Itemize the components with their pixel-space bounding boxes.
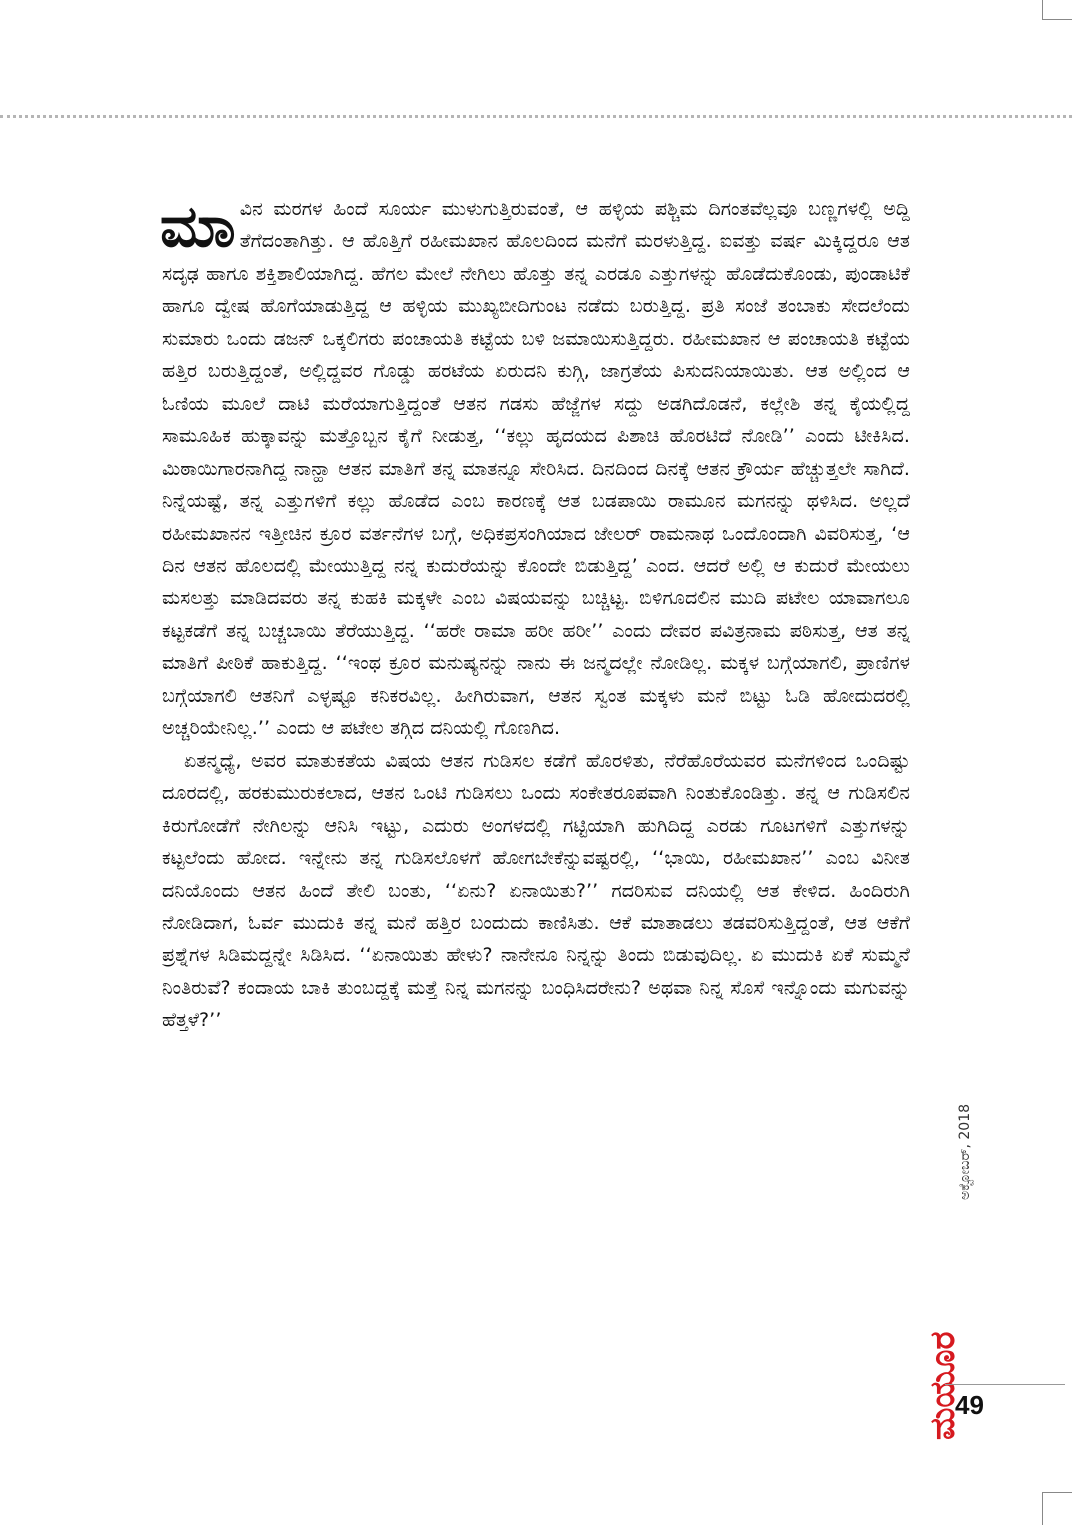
article-paragraph-2: ಏತನ್ಮಧ್ಯೆ, ಅವರ ಮಾತುಕತೆಯ ವಿಷಯ ಆತನ ಗುಡಿಸಲ ಕಡೆಗೆ ಹೊರಳಿತು, ನೆರೆಹೊರೆಯವರ ಮನೆಗಳಿಂದ ಒಂದಿಷ್ಟು ದೂರದಲ್ಲಿ, ಹರಕುಮುರುಕಲಾದ, ಆತನ ಒಂಟಿ ಗುಡಿಸಲು ಒಂದು ಸಂಕೇತರೂಪವಾಗಿ ನಿಂತುಕೊಂಡಿತ್ತು. ತನ್ನ ಆ ಗುಡಿಸಲಿನ ಕಿರುಗೋಡೆಗೆ ನೇಗಿಲನ್ನು ಆನಿಸಿ ಇಟ್ಟು, ಎದುರು ಅಂಗಳದಲ್ಲಿ ಗಟ್ಟಿಯಾಗಿ ಹುಗಿದಿದ್ದ ಎರಡು ಗೂಟಗಳಿಗೆ ಎತ್ತುಗಳನ್ನು ಕಟ್ಟಲೆಂದು ಹೋದ. ಇನ್ನೇನು ತನ್ನ ಗುಡಿಸಲೊಳಗೆ ಹೋಗಬೇಕೆನ್ನುವಷ್ಟರಲ್ಲಿ, ‘‘ಭಾಯಿ, ರಹೀಮಖಾನ’’ ಎಂಬ ವಿನೀತ ದನಿಯೊಂದು ಆತನ ಹಿಂದೆ ತೇಲಿ ಬಂತು, ‘‘ಏನು? ಏನಾಯಿತು?’’ ಗದರಿಸುವ ದನಿಯಲ್ಲಿ ಆತ ಕೇಳಿದ. ಹಿಂದಿರುಗಿ ನೋಡಿದಾಗ, ಓರ್ವ ಮುದುಕಿ ತನ್ನ ಮನೆ ಹತ್ತಿರ ಬಂದುದು ಕಾಣಿಸಿತು. ಆಕೆ ಮಾತಾಡಲು ತಡವರಿಸುತ್ತಿದ್ದಂತೆ, ಆತ ಆಕೆಗೆ ಪ್ರಶ್ನೆಗಳ ಸಿಡಿಮದ್ದನ್ನೇ ಸಿಡಿಸಿದ. ‘‘ಏನಾಯಿತು ಹೇಳು? ನಾನೇನೂ ನಿನ್ನನ್ನು ತಿಂದು ಬಿಡುವುದಿಲ್ಲ. ಏ ಮುದುಕಿ ಏಕೆ ಸುಮ್ಮನೆ ನಿಂತಿರುವೆ? ಕಂದಾಯ ಬಾಕಿ ತುಂಬದ್ದಕ್ಕೆ ಮತ್ತೆ ನಿನ್ನ ಮಗನನ್ನು ಬಂಧಿಸಿದರೇನು? ಅಥವಾ ನಿನ್ನ ಸೊಸೆ ಇನ್ನೊಂದು ಮಗುವನ್ನು ಹೆತ್ತಳೆ?’’	[162, 749, 910, 1032]
crop-mark-top	[1042, 0, 1072, 20]
page-number-rule	[945, 1384, 1065, 1385]
magazine-title: ಮಯೂರ	[923, 1331, 963, 1440]
dotted-divider	[0, 115, 1072, 118]
article-body	[162, 193, 910, 1037]
crop-mark-bottom	[1042, 1492, 1072, 1525]
article-paragraph-1: ವಿನ ಮರಗಳ ಹಿಂದೆ ಸೂರ್ಯ ಮುಳುಗುತ್ತಿರುವಂತೆ, ಆ ಹಳ್ಳಿಯ ಪಶ್ಚಿಮ ದಿಗಂತವೆಲ್ಲವೂ ಬಣ್ಣಗಳಲ್ಲಿ ಅದ್ದಿ ತೆಗೆದಂತಾಗಿತ್ತು. ಆ ಹೊತ್ತಿಗೆ ರಹೀಮಖಾನ ಹೊಲದಿಂದ ಮನೆಗೆ ಮರಳುತ್ತಿದ್ದ. ಐವತ್ತು ವರ್ಷ ಮಿಕ್ಕಿದ್ದರೂ ಆತ ಸದೃಢ ಹಾಗೂ ಶಕ್ತಿಶಾಲಿಯಾಗಿದ್ದ. ಹೆಗಲ ಮೇಲೆ ನೇಗಿಲು ಹೊತ್ತು ತನ್ನ ಎರಡೂ ಎತ್ತುಗಳನ್ನು ಹೊಡೆದುಕೊಂಡು, ಪುಂಡಾಟಿಕೆ ಹಾಗೂ ದ್ವೇಷ ಹೊಗೆಯಾಡುತ್ತಿದ್ದ ಆ ಹಳ್ಳಿಯ ಮುಖ್ಯಬೀದಿಗುಂಟ ನಡೆದು ಬರುತ್ತಿದ್ದ. ಪ್ರತಿ ಸಂಜೆ ತಂಬಾಕು ಸೇದಲೆಂದು ಸುಮಾರು ಒಂದು ಡಜನ್ ಒಕ್ಕಲಿಗರು ಪಂಚಾಯತಿ ಕಟ್ಟೆಯ ಬಳಿ ಜಮಾಯಿಸುತ್ತಿದ್ದರು. ರಹೀಮಖಾನ ಆ ಪಂಚಾಯತಿ ಕಟ್ಟೆಯ ಹತ್ತಿರ ಬರುತ್ತಿದ್ದಂತೆ, ಅಲ್ಲಿದ್ದವರ ಗೊಡ್ಡು ಹರಟೆಯ ಏರುದನಿ ಕುಗ್ಗಿ, ಜಾಗ್ರತೆಯ ಪಿಸುದನಿಯಾಯಿತು. ಆತ ಅಲ್ಲಿಂದ ಆ ಓಣಿಯ ಮೂಲೆ ದಾಟಿ ಮರೆಯಾಗುತ್ತಿದ್ದಂತೆ ಆತನ ಗಡಸು ಹೆಜ್ಜೆಗಳ ಸದ್ದು ಅಡಗಿದೊಡನೆ, ಕಲ್ಲೇಶಿ ತನ್ನ ಕೈಯಲ್ಲಿದ್ದ ಸಾಮೂಹಿಕ ಹುಕ್ಕಾವನ್ನು ಮತ್ತೊಬ್ಬನ ಕೈಗೆ ನೀಡುತ್ತ, ‘‘ಕಲ್ಲು ಹೃದಯದ ಪಿಶಾಚಿ ಹೊರಟಿದೆ ನೋಡಿ’’ ಎಂದು ಟೀಕಿಸಿದ. ಮಿಠಾಯಿಗಾರನಾಗಿದ್ದ ನಾನ್ಹಾ ಆತನ ಮಾತಿಗೆ ತನ್ನ ಮಾತನ್ನೂ ಸೇರಿಸಿದ. ದಿನದಿಂದ ದಿನಕ್ಕೆ ಆತನ ಕ್ರೌರ್ಯ ಹೆಚ್ಚುತ್ತಲೇ ಸಾಗಿದೆ. ನಿನ್ನೆಯಷ್ಟೆ, ತನ್ನ ಎತ್ತುಗಳಿಗೆ ಕಲ್ಲು ಹೊಡೆದ ಎಂಬ ಕಾರಣಕ್ಕೆ ಆತ ಬಡಪಾಯಿ ರಾಮೂನ ಮಗನನ್ನು ಥಳಿಸಿದ. ಅಲ್ಲದೆ ರಹೀಮಖಾನನ ಇತ್ತೀಚಿನ ಕ್ರೂರ ವರ್ತನೆಗಳ ಬಗ್ಗೆ, ಅಧಿಕಪ್ರಸಂಗಿಯಾದ ಜೇಲರ್ ರಾಮನಾಥ ಒಂದೊಂದಾಗಿ ವಿವರಿಸುತ್ತ, ‘ಆ ದಿನ ಆತನ ಹೊಲದಲ್ಲಿ ಮೇಯುತ್ತಿದ್ದ ನನ್ನ ಕುದುರೆಯನ್ನು ಕೊಂದೇ ಬಿಡುತ್ತಿದ್ದ’ ಎಂದ. ಆದರೆ ಅಲ್ಲಿ ಆ ಕುದುರೆ ಮೇಯಲು ಮಸಲತ್ತು ಮಾಡಿದವರು ತನ್ನ ಕುಹಕಿ ಮಕ್ಕಳೇ ಎಂಬ ವಿಷಯವನ್ನು ಬಚ್ಚಿಟ್ಟ. ಬಿಳಿಗೂದಲಿನ ಮುದಿ ಪಟೇಲ ಯಾವಾಗಲೂ ಕಟ್ಟಕಡೆಗೆ ತನ್ನ ಬಚ್ಚಬಾಯಿ ತೆರೆಯುತ್ತಿದ್ದ. ‘‘ಹರೇ ರಾಮಾ ಹರೀ ಹರೀ’’ ಎಂದು ದೇವರ ಪವಿತ್ರನಾಮ ಪಠಿಸುತ್ತ, ಆತ ತನ್ನ ಮಾತಿಗೆ ಪೀಠಿಕೆ ಹಾಕುತ್ತಿದ್ದ. ‘‘ಇಂಥ ಕ್ರೂರ ಮನುಷ್ಯನನ್ನು ನಾನು ಈ ಜನ್ಮದಲ್ಲೇ ನೋಡಿಲ್ಲ. ಮಕ್ಕಳ ಬಗ್ಗೆಯಾಗಲಿ, ಪ್ರಾಣಿಗಳ ಬಗ್ಗೆಯಾಗಲಿ ಆತನಿಗೆ ಎಳ್ಳಷ್ಟೂ ಕನಿಕರವಿಲ್ಲ. ಹೀಗಿರುವಾಗ, ಆತನ ಸ್ವಂತ ಮಕ್ಕಳು ಮನೆ ಬಿಟ್ಟು ಓಡಿ ಹೋದುದರಲ್ಲಿ ಅಚ್ಚರಿಯೇನಿಲ್ಲ.’’ ಎಂದು ಆ ಪಟೇಲ ತಗ್ಗಿದ ದನಿಯಲ್ಲಿ ಗೊಣಗಿದ.	[162, 198, 910, 740]
drop-cap: ಮಾ	[160, 192, 236, 260]
issue-date: ಅಕ್ಟೋಬರ್, 2018	[957, 1103, 973, 1200]
page-number: 49	[955, 1390, 984, 1420]
